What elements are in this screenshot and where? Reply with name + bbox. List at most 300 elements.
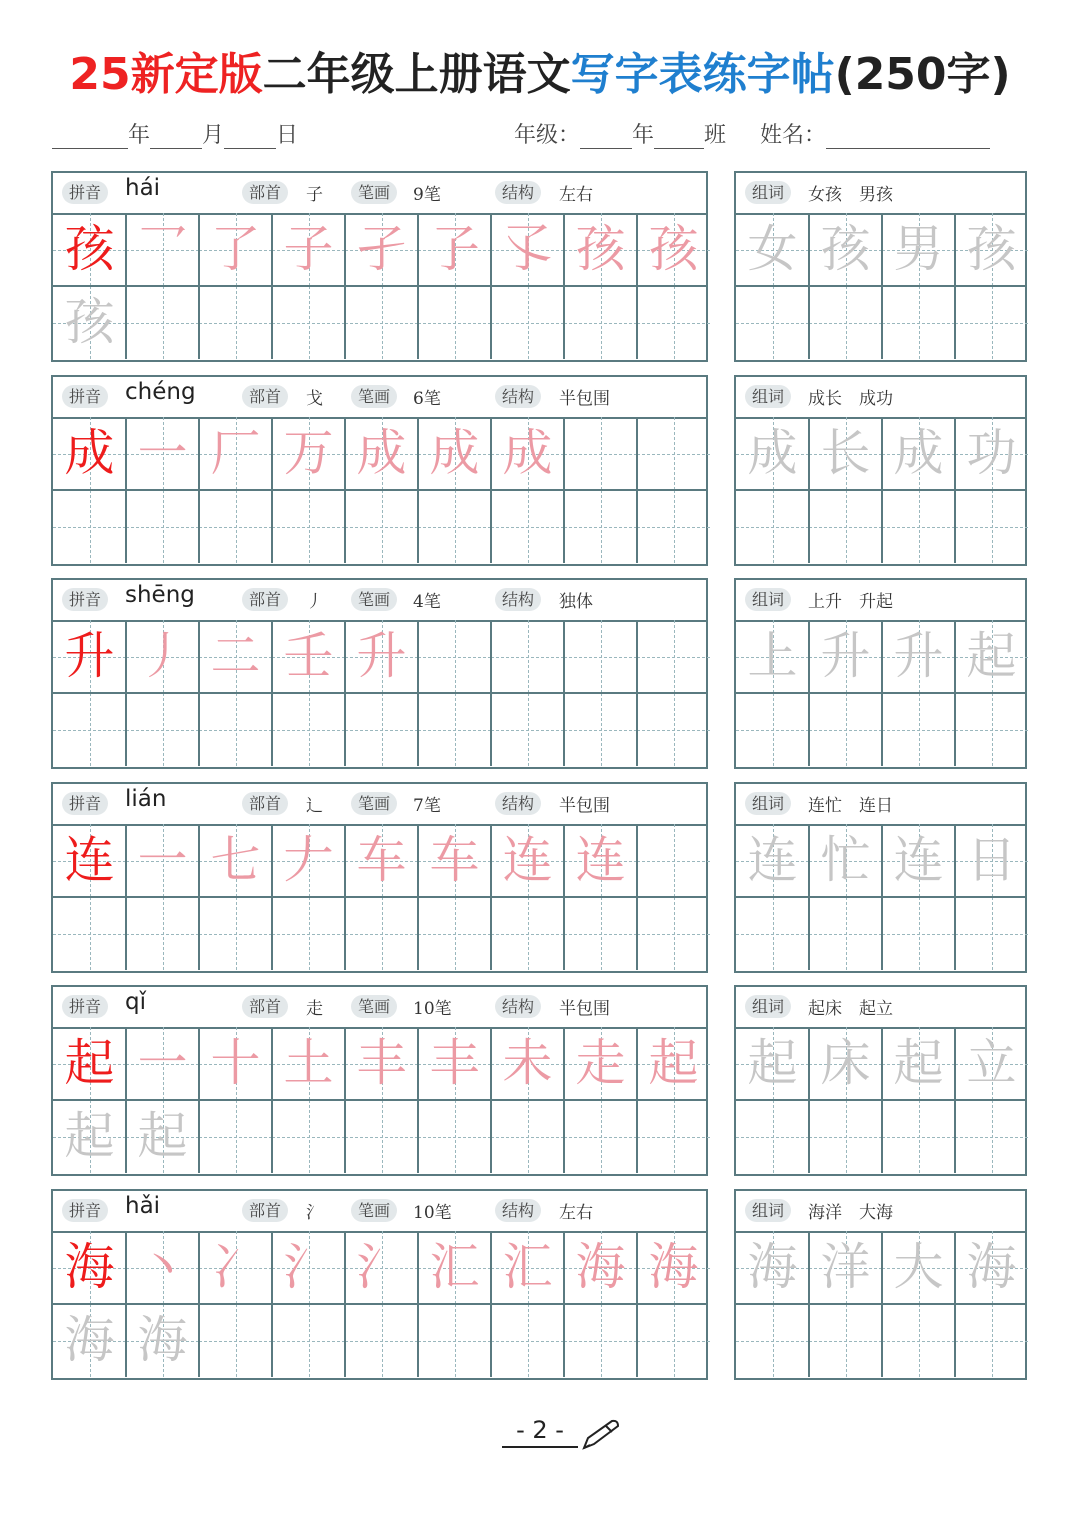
grid-guide-h bbox=[955, 730, 1028, 731]
tian-grid-cell[interactable] bbox=[199, 417, 272, 490]
tian-grid-cell[interactable] bbox=[491, 897, 564, 970]
tian-grid-cell[interactable] bbox=[345, 286, 418, 359]
tian-grid-cell[interactable] bbox=[126, 693, 199, 766]
structure-value: 半包围 bbox=[559, 999, 610, 1019]
pinyin-value: hái bbox=[125, 175, 161, 201]
tian-grid-cell[interactable] bbox=[637, 824, 710, 897]
tian-grid-cell[interactable] bbox=[736, 213, 809, 286]
grid-guide-h bbox=[637, 323, 710, 324]
grid-guide-h bbox=[199, 323, 272, 324]
tian-grid-cell[interactable] bbox=[53, 620, 126, 693]
grid-guide-h bbox=[637, 934, 710, 935]
char-panel bbox=[51, 782, 708, 973]
grid-guide-h bbox=[491, 527, 564, 528]
grid-guide-h bbox=[955, 1341, 1028, 1342]
tian-grid-cell[interactable] bbox=[564, 1027, 637, 1100]
char-panel bbox=[51, 985, 708, 1176]
grade-year-blank[interactable] bbox=[580, 122, 632, 149]
grid-guide-h bbox=[882, 323, 955, 324]
grid-guide-h bbox=[736, 1341, 809, 1342]
name-label: 姓名： bbox=[760, 123, 827, 148]
tian-grid-cell[interactable] bbox=[199, 897, 272, 970]
tian-grid-cell[interactable] bbox=[491, 824, 564, 897]
tian-grid-cell[interactable] bbox=[345, 824, 418, 897]
tian-grid-cell[interactable] bbox=[418, 620, 491, 693]
tian-grid-cell[interactable] bbox=[345, 1231, 418, 1304]
class-label: 班 bbox=[704, 123, 727, 148]
word-trace-char: 起 bbox=[747, 1034, 798, 1092]
tian-grid-cell[interactable] bbox=[564, 490, 637, 563]
tian-grid-cell[interactable] bbox=[736, 490, 809, 563]
tian-grid-cell[interactable] bbox=[637, 213, 710, 286]
strokes-value: 7笔 bbox=[413, 796, 441, 816]
tian-grid-cell[interactable] bbox=[199, 1100, 272, 1173]
tian-grid-cell[interactable] bbox=[345, 897, 418, 970]
tian-grid-cell[interactable] bbox=[736, 1231, 809, 1304]
tian-grid-cell[interactable] bbox=[345, 1100, 418, 1173]
grid-guide-h bbox=[272, 934, 345, 935]
stroke-step-char: 一 bbox=[137, 1034, 188, 1092]
radical-value: 丿 bbox=[306, 592, 323, 612]
tian-grid-cell[interactable] bbox=[637, 1304, 710, 1377]
tian-grid-cell[interactable] bbox=[882, 1304, 955, 1377]
pinyin-value: hǎi bbox=[125, 1193, 161, 1219]
stroke-step-char: 冫 bbox=[210, 1238, 261, 1296]
grid-border-h bbox=[736, 285, 1025, 287]
grid-guide-h bbox=[491, 1137, 564, 1138]
word-trace-char: 床 bbox=[820, 1034, 871, 1092]
pinyin-value: shēng bbox=[125, 582, 195, 608]
tian-grid-cell[interactable] bbox=[955, 824, 1028, 897]
tian-grid-cell[interactable] bbox=[637, 620, 710, 693]
tian-grid-cell[interactable] bbox=[882, 417, 955, 490]
grid-guide-h bbox=[736, 730, 809, 731]
word-trace-char: 忙 bbox=[820, 831, 871, 889]
tian-grid-cell[interactable] bbox=[736, 897, 809, 970]
tian-grid-cell[interactable] bbox=[564, 417, 637, 490]
words-value: 上升 升起 bbox=[808, 592, 893, 612]
grid-guide-h bbox=[637, 657, 710, 658]
radical-value: 走 bbox=[306, 999, 323, 1019]
tian-grid-cell[interactable] bbox=[345, 693, 418, 766]
tian-grid-cell[interactable] bbox=[637, 1027, 710, 1100]
tian-grid-cell[interactable] bbox=[126, 1231, 199, 1304]
char-info-header bbox=[53, 173, 706, 215]
tian-grid-cell[interactable] bbox=[345, 213, 418, 286]
tian-grid-cell[interactable] bbox=[809, 897, 882, 970]
tian-grid-cell[interactable] bbox=[272, 897, 345, 970]
stroke-step-char: 孑 bbox=[356, 220, 407, 278]
title-part-1: 25新定版 bbox=[69, 49, 263, 100]
structure-tag: 结构 bbox=[495, 792, 541, 815]
tian-grid-cell[interactable] bbox=[491, 417, 564, 490]
year-blank[interactable] bbox=[52, 122, 128, 149]
word-trace-char: 女 bbox=[747, 220, 798, 278]
tian-grid-cell[interactable] bbox=[955, 286, 1028, 359]
tian-grid-cell[interactable] bbox=[809, 490, 882, 563]
grid-guide-h bbox=[418, 323, 491, 324]
stroke-step-char: 成 bbox=[502, 424, 553, 482]
tian-grid-cell[interactable] bbox=[809, 1027, 882, 1100]
grid-guide-h bbox=[882, 730, 955, 731]
tian-grid-cell[interactable] bbox=[418, 213, 491, 286]
words-panel bbox=[734, 578, 1027, 769]
stroke-step-char: 丰 bbox=[429, 1034, 480, 1092]
tian-grid-cell[interactable] bbox=[418, 824, 491, 897]
grid-guide-h bbox=[345, 1341, 418, 1342]
pinyin-tag: 拼音 bbox=[62, 792, 108, 815]
tian-grid-cell[interactable] bbox=[126, 286, 199, 359]
tian-grid-cell[interactable] bbox=[809, 693, 882, 766]
tian-grid-cell[interactable] bbox=[345, 1304, 418, 1377]
char-info-header bbox=[53, 987, 706, 1029]
tian-grid-cell[interactable] bbox=[272, 213, 345, 286]
tian-grid-cell[interactable] bbox=[199, 286, 272, 359]
tian-grid-cell[interactable] bbox=[272, 1304, 345, 1377]
char-panel bbox=[51, 1189, 708, 1380]
grid-guide-h bbox=[809, 730, 882, 731]
tian-grid-cell[interactable] bbox=[418, 490, 491, 563]
grid-guide-h bbox=[809, 1137, 882, 1138]
stroke-step-char: 土 bbox=[283, 1034, 334, 1092]
pen-icon bbox=[578, 1418, 622, 1454]
tian-grid-cell[interactable] bbox=[491, 693, 564, 766]
tian-grid-cell[interactable] bbox=[736, 620, 809, 693]
tian-grid-cell[interactable] bbox=[199, 213, 272, 286]
tian-grid-cell[interactable] bbox=[272, 1027, 345, 1100]
stroke-step-char: 车 bbox=[429, 831, 480, 889]
tian-grid-cell[interactable] bbox=[637, 693, 710, 766]
grid-border-h bbox=[736, 1303, 1025, 1305]
grid-guide-h bbox=[126, 730, 199, 731]
grid-guide-h bbox=[564, 730, 637, 731]
tian-grid-cell[interactable] bbox=[882, 1027, 955, 1100]
tian-grid-cell[interactable] bbox=[564, 1100, 637, 1173]
tian-grid-cell[interactable] bbox=[564, 620, 637, 693]
tian-grid-cell[interactable] bbox=[882, 824, 955, 897]
tian-grid-cell[interactable] bbox=[955, 490, 1028, 563]
tian-grid-cell[interactable] bbox=[199, 1231, 272, 1304]
word-trace-char: 海 bbox=[747, 1238, 798, 1296]
tian-grid-cell[interactable] bbox=[418, 286, 491, 359]
word-trace-char: 洋 bbox=[820, 1238, 871, 1296]
grid-guide-h bbox=[272, 1341, 345, 1342]
trace-char: 孩 bbox=[64, 293, 115, 351]
tian-grid-cell[interactable] bbox=[809, 213, 882, 286]
tian-grid-cell[interactable] bbox=[199, 693, 272, 766]
word-trace-char: 升 bbox=[893, 627, 944, 685]
tian-grid-cell[interactable] bbox=[955, 693, 1028, 766]
radical-tag: 部首 bbox=[242, 181, 288, 204]
month-blank[interactable] bbox=[150, 122, 202, 149]
words-tag: 组词 bbox=[745, 792, 791, 815]
strokes-tag: 笔画 bbox=[351, 1199, 397, 1222]
tian-grid-cell[interactable] bbox=[53, 213, 126, 286]
grid-guide-h bbox=[882, 1341, 955, 1342]
tian-grid-cell[interactable] bbox=[736, 1027, 809, 1100]
tian-grid-cell[interactable] bbox=[272, 693, 345, 766]
grid-guide-h bbox=[564, 934, 637, 935]
grid-guide-h bbox=[736, 323, 809, 324]
structure-tag: 结构 bbox=[495, 385, 541, 408]
day-blank[interactable] bbox=[224, 122, 276, 149]
grid-border-h bbox=[53, 1303, 706, 1305]
words-value: 起床 起立 bbox=[808, 999, 893, 1019]
grid-guide-h bbox=[736, 1137, 809, 1138]
tian-grid-cell[interactable] bbox=[53, 897, 126, 970]
tian-grid-cell[interactable] bbox=[564, 1231, 637, 1304]
tian-grid-cell[interactable] bbox=[53, 1027, 126, 1100]
tian-grid-cell[interactable] bbox=[345, 490, 418, 563]
tian-grid-cell[interactable] bbox=[199, 490, 272, 563]
stroke-step-char: 丰 bbox=[356, 1034, 407, 1092]
strokes-value: 10笔 bbox=[413, 999, 452, 1019]
strokes-tag: 笔画 bbox=[351, 181, 397, 204]
tian-grid-cell[interactable] bbox=[53, 286, 126, 359]
tian-grid-cell[interactable] bbox=[418, 1304, 491, 1377]
tian-grid-cell[interactable] bbox=[418, 1231, 491, 1304]
tian-grid-cell[interactable] bbox=[126, 1304, 199, 1377]
tian-grid-cell[interactable] bbox=[199, 824, 272, 897]
grid-border-h bbox=[736, 1099, 1025, 1101]
structure-value: 半包围 bbox=[559, 796, 610, 816]
tian-grid-cell[interactable] bbox=[637, 490, 710, 563]
tian-grid-cell[interactable] bbox=[126, 417, 199, 490]
grid-guide-h bbox=[809, 323, 882, 324]
grid-guide-h bbox=[418, 730, 491, 731]
stroke-step-char: 车 bbox=[356, 831, 407, 889]
tian-grid-cell[interactable] bbox=[809, 1304, 882, 1377]
grid-guide-h bbox=[199, 730, 272, 731]
stroke-step-char: 升 bbox=[356, 627, 407, 685]
tian-grid-cell[interactable] bbox=[955, 897, 1028, 970]
tian-grid-cell[interactable] bbox=[272, 620, 345, 693]
tian-grid-cell[interactable] bbox=[126, 490, 199, 563]
tian-grid-cell[interactable] bbox=[564, 286, 637, 359]
tian-grid-cell[interactable] bbox=[955, 1027, 1028, 1100]
tian-grid-cell[interactable] bbox=[809, 286, 882, 359]
tian-grid-cell[interactable] bbox=[564, 824, 637, 897]
tian-grid-cell[interactable] bbox=[418, 693, 491, 766]
tian-grid-cell[interactable] bbox=[882, 490, 955, 563]
tian-grid-cell[interactable] bbox=[53, 417, 126, 490]
tian-grid-cell[interactable] bbox=[955, 620, 1028, 693]
name-blank[interactable] bbox=[826, 122, 990, 149]
tian-grid-cell[interactable] bbox=[53, 1304, 126, 1377]
pinyin-tag: 拼音 bbox=[62, 181, 108, 204]
stroke-step-char: 汇 bbox=[502, 1238, 553, 1296]
word-trace-char: 起 bbox=[966, 627, 1017, 685]
tian-grid-cell[interactable] bbox=[491, 1231, 564, 1304]
grid-border-h bbox=[53, 1099, 706, 1101]
tian-grid-cell[interactable] bbox=[272, 417, 345, 490]
tian-grid-cell[interactable] bbox=[736, 417, 809, 490]
day-label: 日 bbox=[276, 123, 299, 148]
grid-guide-h bbox=[126, 934, 199, 935]
stroke-step-char: 孒 bbox=[429, 220, 480, 278]
tian-grid-cell[interactable] bbox=[637, 1100, 710, 1173]
grid-guide-h bbox=[272, 527, 345, 528]
grid-guide-h bbox=[199, 1137, 272, 1138]
grid-guide-h bbox=[418, 1137, 491, 1138]
tian-grid-cell[interactable] bbox=[736, 286, 809, 359]
char-panel bbox=[51, 375, 708, 566]
tian-grid-cell[interactable] bbox=[955, 213, 1028, 286]
stroke-step-char: 未 bbox=[502, 1034, 553, 1092]
stroke-step-char: 丶 bbox=[137, 1238, 188, 1296]
tian-grid-cell[interactable] bbox=[126, 1100, 199, 1173]
stroke-step-char: 连 bbox=[502, 831, 553, 889]
grid-guide-h bbox=[491, 934, 564, 935]
tian-grid-cell[interactable] bbox=[491, 286, 564, 359]
tian-grid-cell[interactable] bbox=[272, 1231, 345, 1304]
tian-grid-cell[interactable] bbox=[882, 897, 955, 970]
tian-grid-cell[interactable] bbox=[418, 417, 491, 490]
tian-grid-cell[interactable] bbox=[637, 417, 710, 490]
stroke-step-char: 万 bbox=[283, 424, 334, 482]
tian-grid-cell[interactable] bbox=[418, 897, 491, 970]
tian-grid-cell[interactable] bbox=[736, 1304, 809, 1377]
tian-grid-cell[interactable] bbox=[882, 213, 955, 286]
structure-value: 独体 bbox=[559, 592, 593, 612]
tian-grid-cell[interactable] bbox=[491, 1100, 564, 1173]
structure-tag: 结构 bbox=[495, 588, 541, 611]
grid-guide-h bbox=[126, 527, 199, 528]
tian-grid-cell[interactable] bbox=[272, 1100, 345, 1173]
grid-guide-h bbox=[564, 527, 637, 528]
stroke-step-char: 一 bbox=[137, 831, 188, 889]
grid-guide-h bbox=[491, 730, 564, 731]
stroke-step-char: 七 bbox=[210, 831, 261, 889]
tian-grid-cell[interactable] bbox=[882, 620, 955, 693]
tian-grid-cell[interactable] bbox=[637, 1231, 710, 1304]
word-trace-char: 大 bbox=[893, 1238, 944, 1296]
radical-value: 子 bbox=[306, 185, 323, 205]
tian-grid-cell[interactable] bbox=[809, 824, 882, 897]
tian-grid-cell[interactable] bbox=[272, 824, 345, 897]
tian-grid-cell[interactable] bbox=[882, 286, 955, 359]
words-value: 海洋 大海 bbox=[808, 1203, 893, 1223]
tian-grid-cell[interactable] bbox=[564, 897, 637, 970]
class-blank[interactable] bbox=[654, 122, 704, 149]
grid-guide-h bbox=[345, 323, 418, 324]
grid-guide-h bbox=[53, 934, 126, 935]
tian-grid-cell[interactable] bbox=[955, 417, 1028, 490]
tian-grid-cell[interactable] bbox=[418, 1027, 491, 1100]
words-header bbox=[736, 173, 1025, 215]
page-number: - 2 - bbox=[502, 1416, 578, 1448]
tian-grid-cell[interactable] bbox=[736, 693, 809, 766]
radical-value: 戈 bbox=[306, 389, 323, 409]
pinyin-value: chéng bbox=[125, 379, 196, 405]
page-footer bbox=[0, 1416, 1080, 1448]
tian-grid-cell[interactable] bbox=[199, 1304, 272, 1377]
tian-grid-cell[interactable] bbox=[199, 1027, 272, 1100]
tian-grid-cell[interactable] bbox=[53, 490, 126, 563]
grid-guide-h bbox=[736, 934, 809, 935]
tian-grid-cell[interactable] bbox=[53, 824, 126, 897]
char-info-header bbox=[53, 580, 706, 622]
words-header bbox=[736, 784, 1025, 826]
structure-value: 左右 bbox=[559, 185, 593, 205]
grid-guide-h bbox=[564, 1137, 637, 1138]
tian-grid-cell[interactable] bbox=[809, 1100, 882, 1173]
tian-grid-cell[interactable] bbox=[126, 897, 199, 970]
words-header bbox=[736, 1191, 1025, 1233]
tian-grid-cell[interactable] bbox=[637, 897, 710, 970]
grid-guide-h bbox=[955, 1137, 1028, 1138]
strokes-value: 4笔 bbox=[413, 592, 441, 612]
stroke-step-char: 厂 bbox=[210, 424, 261, 482]
stroke-step-char: 丿 bbox=[137, 627, 188, 685]
tian-grid-cell[interactable] bbox=[637, 286, 710, 359]
tian-grid-cell[interactable] bbox=[272, 490, 345, 563]
tian-grid-cell[interactable] bbox=[564, 693, 637, 766]
tian-grid-cell[interactable] bbox=[809, 620, 882, 693]
strokes-value: 9笔 bbox=[413, 185, 441, 205]
tian-grid-cell[interactable] bbox=[199, 620, 272, 693]
tian-grid-cell[interactable] bbox=[272, 286, 345, 359]
tian-grid-cell[interactable] bbox=[882, 693, 955, 766]
stroke-step-char: 孓 bbox=[502, 220, 553, 278]
strokes-tag: 笔画 bbox=[351, 792, 397, 815]
tian-grid-cell[interactable] bbox=[491, 620, 564, 693]
tian-grid-cell[interactable] bbox=[53, 1231, 126, 1304]
tian-grid-cell[interactable] bbox=[53, 1100, 126, 1173]
tian-grid-cell[interactable] bbox=[126, 1027, 199, 1100]
tian-grid-cell[interactable] bbox=[345, 417, 418, 490]
page-title bbox=[0, 38, 1080, 102]
tian-grid-cell[interactable] bbox=[126, 213, 199, 286]
word-trace-char: 海 bbox=[966, 1238, 1017, 1296]
tian-grid-cell[interactable] bbox=[955, 1100, 1028, 1173]
tian-grid-cell[interactable] bbox=[564, 1304, 637, 1377]
tian-grid-cell[interactable] bbox=[882, 1100, 955, 1173]
tian-grid-cell[interactable] bbox=[491, 1027, 564, 1100]
tian-grid-cell[interactable] bbox=[345, 620, 418, 693]
tian-grid-cell[interactable] bbox=[809, 417, 882, 490]
tian-grid-cell[interactable] bbox=[564, 213, 637, 286]
model-char: 起 bbox=[64, 1034, 115, 1092]
words-tag: 组词 bbox=[745, 181, 791, 204]
pinyin-tag: 拼音 bbox=[62, 995, 108, 1018]
tian-grid-cell[interactable] bbox=[345, 1027, 418, 1100]
tian-grid-cell[interactable] bbox=[882, 1231, 955, 1304]
radical-tag: 部首 bbox=[242, 1199, 288, 1222]
tian-grid-cell[interactable] bbox=[491, 213, 564, 286]
tian-grid-cell[interactable] bbox=[126, 824, 199, 897]
stroke-step-char: 连 bbox=[575, 831, 626, 889]
stroke-step-char: 走 bbox=[575, 1034, 626, 1092]
word-trace-char: 日 bbox=[966, 831, 1017, 889]
grid-border-h bbox=[53, 692, 706, 694]
tian-grid-cell[interactable] bbox=[126, 620, 199, 693]
tian-grid-cell[interactable] bbox=[491, 490, 564, 563]
tian-grid-cell[interactable] bbox=[491, 1304, 564, 1377]
tian-grid-cell[interactable] bbox=[955, 1304, 1028, 1377]
words-panel bbox=[734, 985, 1027, 1176]
tian-grid-cell[interactable] bbox=[736, 1100, 809, 1173]
tian-grid-cell[interactable] bbox=[955, 1231, 1028, 1304]
tian-grid-cell[interactable] bbox=[53, 693, 126, 766]
tian-grid-cell[interactable] bbox=[736, 824, 809, 897]
tian-grid-cell[interactable] bbox=[809, 1231, 882, 1304]
word-trace-char: 连 bbox=[893, 831, 944, 889]
words-tag: 组词 bbox=[745, 995, 791, 1018]
tian-grid-cell[interactable] bbox=[418, 1100, 491, 1173]
words-tag: 组词 bbox=[745, 588, 791, 611]
grid-guide-h bbox=[882, 527, 955, 528]
